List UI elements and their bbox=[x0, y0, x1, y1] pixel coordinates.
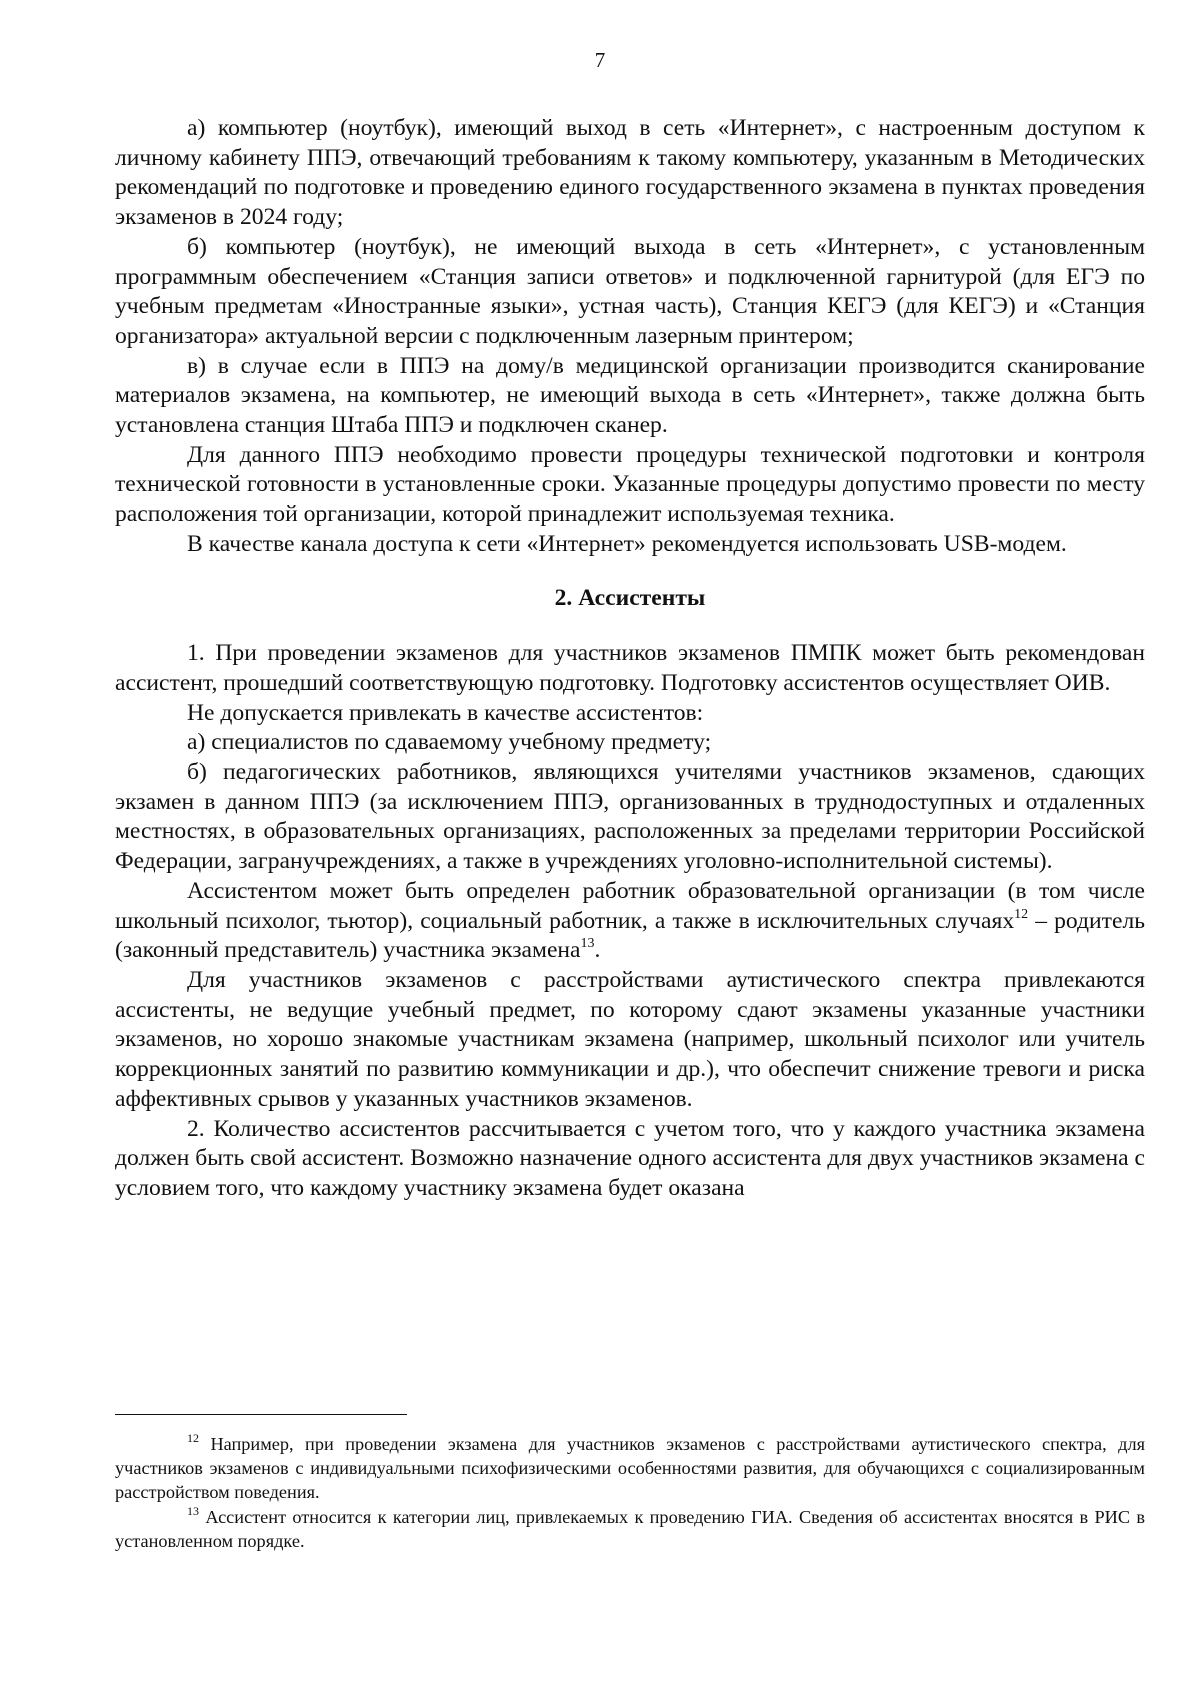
assistant-text-part1: Ассистентом может быть определен работник образовательной организации (в том числе школьный психолог, тьютор), социальный работник, а также в исключительных случаях bbox=[115, 877, 1145, 934]
footnote-13 bbox=[115, 1505, 1145, 1553]
paragraph-autism-assistants: Для участников экзаменов с расстройствами аутистического спектра привлекаются ассистенты, не ведущие учебный предмет, по которому сдают экзамены указанные участники экзаменов, но хорошо знакомые участникам экзамена (например, школьный психолог или учитель коррекционных занятий по развитию коммуникации и др.), что обеспечит снижение тревоги и риска аффективных срывов у указанных участников экзаменов. bbox=[115, 966, 1145, 1112]
paragraph-assistant-recommended: 1. При проведении экзаменов для участников экзаменов ПМПК может быть рекомендован ассистент, прошедший соответствующую подготовку. Подготовку ассистентов осуществляет ОИВ. bbox=[115, 640, 1145, 696]
paragraph-not-allowed: Не допускается привлекать в качестве ассистентов: bbox=[187, 699, 704, 726]
footnote-number: 13 bbox=[187, 1503, 199, 1518]
footnote-12 bbox=[115, 1432, 1145, 1505]
paragraph-assistant-definition bbox=[115, 877, 1145, 966]
page-number: 7 bbox=[594, 48, 606, 72]
paragraph-item-a: а) компьютер (ноутбук), имеющий выход в сеть «Интернет», с настроенным доступом к личному кабинету ППЭ, отвечающий требованиям к такому компьютеру, указанным в Методических рекомендаций по подготовке и проведению единого государственного экзамена в пунктах проведения экзаменов в 2024 году; bbox=[115, 115, 1145, 231]
footnote-ref-13: 13 bbox=[580, 936, 595, 952]
footnote-separator bbox=[115, 1414, 407, 1415]
footnote-ref-12: 12 bbox=[1014, 906, 1029, 922]
paragraph-internet-channel: В качестве канала доступа к сети «Интернет» рекомендуется использовать USB-модем. bbox=[187, 530, 1067, 557]
body-text bbox=[115, 114, 1145, 1204]
paragraph-technical-procedures: Для данного ППЭ необходимо провести процедуры технической подготовки и контроля технической готовности в установленные сроки. Указанные процедуры допустимо провести по месту расположения той организации, которой принадлежит используемая техника. bbox=[115, 441, 1145, 528]
paragraph-item-b: б) компьютер (ноутбук), не имеющий выхода в сеть «Интернет», с установленным программным обеспечением «Станция записи ответов» и подключенной гарнитурой (для ЕГЭ по учебным предметам «Иностранные языки», устная часть), Станция КЕГЭ (для КЕГЭ) и «Станция организатора» актуальной версии с подключенным лазерным принтером; bbox=[115, 233, 1145, 349]
assistant-text-part2: – родитель (законный представитель) участника экзамена bbox=[115, 907, 1145, 964]
paragraph-not-allowed-a: а) специалистов по сдаваемому учебному предмету; bbox=[187, 729, 712, 756]
footnote-text: Например, при проведении экзамена для участников экзаменов с расстройствами аутистического спектра, для участников экзаменов с индивидуальными психофизическими особенностями развития, для обучающихся с социализированным расстройством поведения. bbox=[115, 1434, 1145, 1503]
footnotes bbox=[115, 1432, 1145, 1553]
section-heading: 2. Ассистенты bbox=[554, 584, 706, 611]
assistant-text-part3: . bbox=[594, 937, 601, 964]
footnote-text: Ассистент относится к категории лиц, привлекаемых к проведению ГИА. Сведения об ассистентах вносятся в РИС в установленном порядке. bbox=[115, 1506, 1145, 1551]
paragraph-item-c: в) в случае если в ППЭ на дому/в медицинской организации производится сканирование материалов экзамена, на компьютер, не имеющий выхода в сеть «Интернет», также должна быть установлена станция Штаба ППЭ и подключен сканер. bbox=[115, 352, 1145, 439]
paragraph-assistant-count: 2. Количество ассистентов рассчитывается с учетом того, что у каждого участника экзамена должен быть свой ассистент. Возможно назначение одного ассистента для двух участников экзамена с условием того, что каждому участнику экзамена будет оказана bbox=[115, 1115, 1145, 1201]
footnote-number: 12 bbox=[187, 1430, 199, 1445]
paragraph-not-allowed-b: б) педагогических работников, являющихся учителями участников экзаменов, сдающих экзамен в данном ППЭ (за исключением ППЭ, организованных в труднодоступных и отдаленных местностях, в образовательных организациях, расположенных за пределами территории Российской Федерации, загранучреждениях, а также в учреждениях уголовно-исполнительной системы). bbox=[115, 759, 1145, 875]
